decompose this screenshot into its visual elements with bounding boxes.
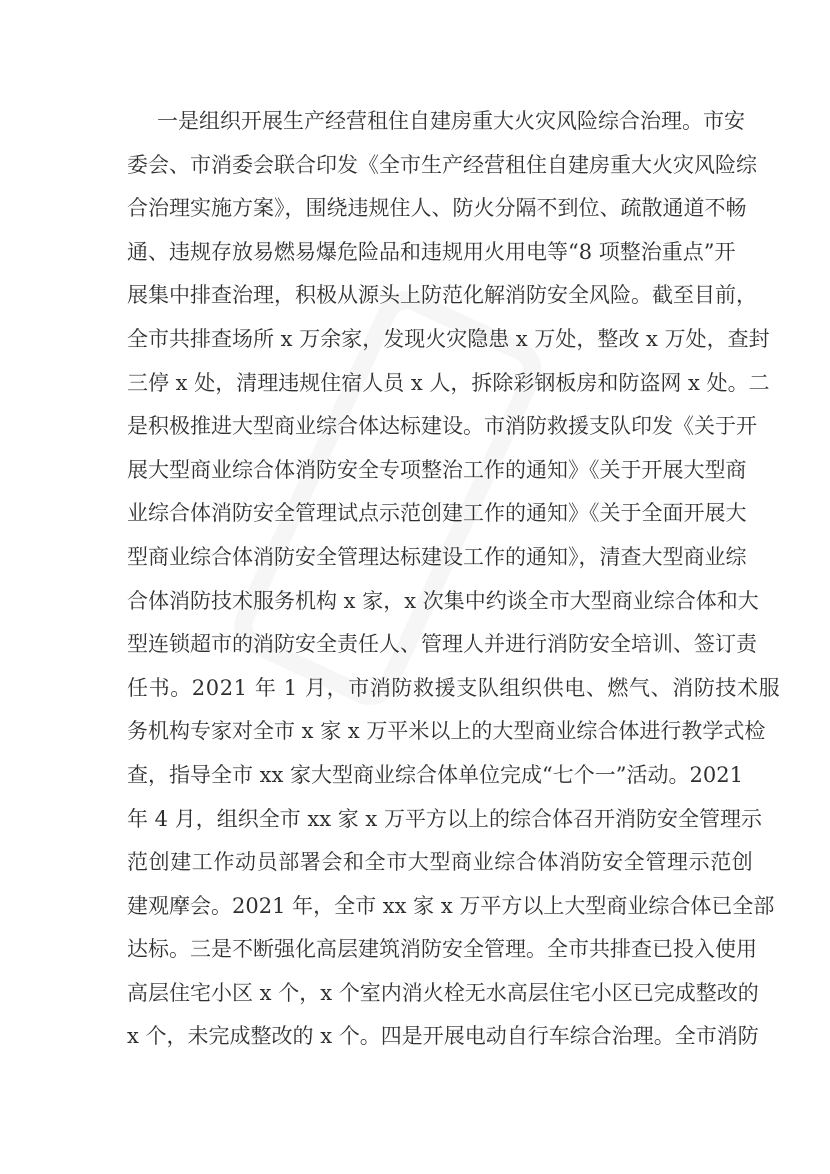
text-line: 范创建工作动员部署会和全市大型商业综合体消防安全管理示范创 bbox=[127, 850, 754, 875]
text-line: 任书。2021 年 1 月，市消防救援支队组织供电、燃气、消防技术服 bbox=[127, 675, 781, 700]
text-line: 达标。三是不断强化高层建筑消防安全管理。全市共排查已投入使用 bbox=[127, 937, 757, 962]
text-line: 三停 x 处，清理违规住宿人员 x 人，拆除彩钢板房和防盗网 x 处。二 bbox=[127, 370, 770, 395]
text-line: 高层住宅小区 x 个，x 个室内消火栓无水高层住宅小区已完成整改的 bbox=[127, 980, 759, 1005]
text-line: 通、违规存放易燃易爆危险品和违规用火用电等“8 项整治重点”开 bbox=[127, 239, 736, 264]
text-line: 建观摩会。2021 年，全市 xx 家 x 万平方以上大型商业综合体已全部 bbox=[127, 893, 775, 918]
text-line: 全市共排查场所 x 万余家，发现火灾隐患 x 万处，整改 x 万处，查封 bbox=[127, 326, 770, 351]
body-paragraph bbox=[127, 100, 781, 1059]
text-line: 一是组织开展生产经营租住自建房重大火灾风险综合治理。市安 bbox=[157, 109, 745, 133]
text-line: 查，指导全市 xx 家大型商业综合体单位完成“七个一”活动。2021 bbox=[127, 762, 743, 787]
text-line: 合体消防技术服务机构 x 家，x 次集中约谈全市大型商业综合体和大 bbox=[127, 588, 759, 613]
text-line: 型商业综合体消防安全管理达标建设工作的通知》，清查大型商业综 bbox=[127, 544, 747, 569]
text-line: 合治理实施方案》，围绕违规住人、防火分隔不到位、疏散通道不畅 bbox=[127, 196, 747, 221]
text-line: 型连锁超市的消防安全责任人、管理人并进行消防安全培训、签订责 bbox=[127, 632, 757, 657]
text-line: 务机构专家对全市 x 家 x 万平米以上的大型商业综合体进行教学式检 bbox=[127, 719, 766, 744]
text-line: 展大型商业综合体消防安全专项整治工作的通知》《关于开展大型商 bbox=[127, 457, 747, 482]
text-line: 委会、市消委会联合印发《全市生产经营租住自建房重大火灾风险综 bbox=[127, 152, 757, 177]
text-line: 展集中排查治理，积极从源头上防范化解消防安全风险。截至目前， bbox=[127, 283, 757, 308]
text-line: 业综合体消防安全管理试点示范创建工作的通知》《关于全面开展大 bbox=[127, 501, 747, 526]
text-line: 是积极推进大型商业综合体达标建设。市消防救援支队印发《关于开 bbox=[127, 414, 757, 439]
text-line: x 个，未完成整改的 x 个。四是开展电动自行车综合治理。全市消防 bbox=[127, 1024, 759, 1049]
text-line: 年 4 月，组织全市 xx 家 x 万平方以上的综合体召开消防安全管理示 bbox=[127, 806, 762, 831]
